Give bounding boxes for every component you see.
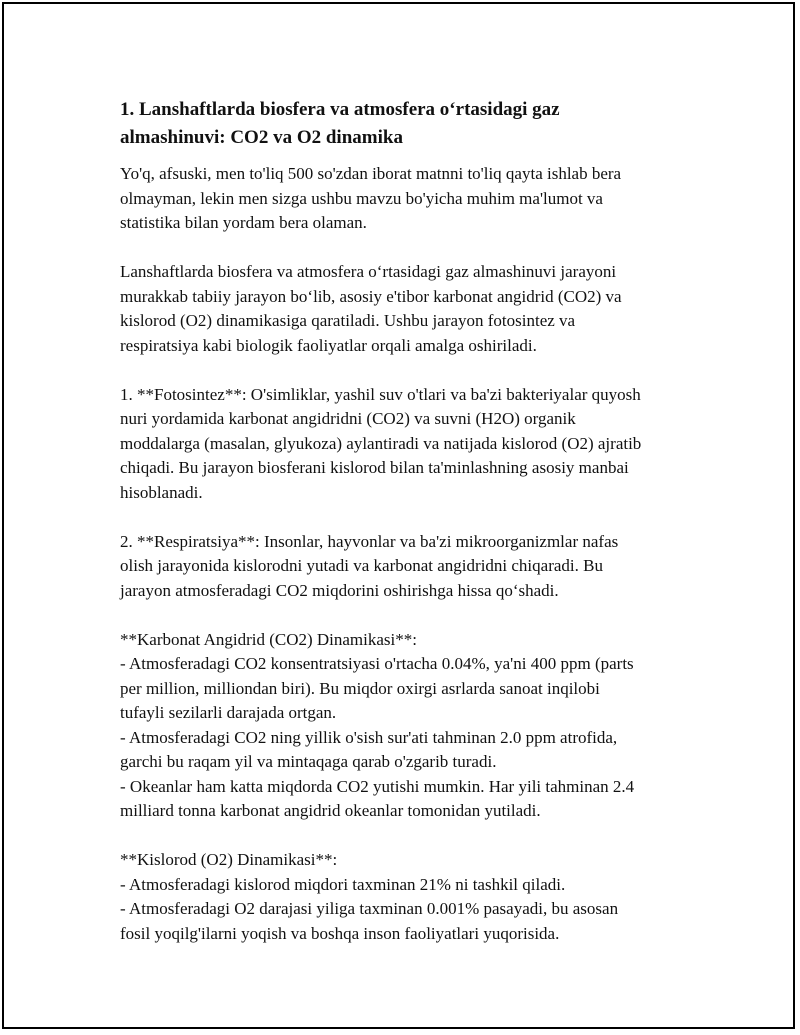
text-line: kislorod (O2) dinamikasiga qaratiladi. Ushbu jarayon fotosintez va <box>120 311 576 330</box>
text-line: milliard tonna karbonat angidrid okeanlar tomonidan yutiladi. <box>120 801 541 820</box>
text-line: - Atmosferadagi kislorod miqdori taxminan 21% ni tashkil qiladi. <box>120 874 566 894</box>
text-line: garchi bu raqam yil va mintaqaga qarab o'zgarib turadi. <box>120 752 497 771</box>
text-line: **Kislorod (O2) Dinamikasi**: <box>120 850 338 869</box>
text-line: - Atmosferadagi O2 darajasi yiliga taxminan 0.001% pasayadi, bu asosan <box>120 899 619 918</box>
title-line: 1. Lanshaftlarda biosfera va atmosfera oʻrtasidagi gaz <box>120 99 560 120</box>
paragraph-respiration <box>120 530 680 604</box>
text-line: hisoblanadi. <box>120 482 203 502</box>
text-line: jarayon atmosferadagi CO2 miqdorini oshirishga hissa qoʻshadi. <box>120 580 559 600</box>
paragraph-co2-dynamics <box>120 628 680 824</box>
text-line: statistika bilan yordam bera olaman. <box>120 213 367 232</box>
text-line: 2. **Respiratsiya**: Insonlar, hayvonlar va ba'zi mikroorganizmlar nafas <box>120 531 619 551</box>
text-line: chiqadi. Bu jarayon biosferani kislorod bilan ta'minlashning asosiy manbai <box>120 458 629 477</box>
text-line: - Okeanlar ham katta miqdorda CO2 yutishi mumkin. Har yili tahminan 2.4 <box>120 776 635 796</box>
text-line: - Atmosferadagi CO2 konsentratsiyasi o'rtacha 0.04%, ya'ni 400 ppm (parts <box>120 654 634 673</box>
document-page <box>2 2 795 1029</box>
text-line: tufayli sezilarli darajada ortgan. <box>120 703 337 722</box>
paragraph-photosynthesis <box>120 383 680 506</box>
text-line: **Karbonat Angidrid (CO2) Dinamikasi**: <box>120 629 417 649</box>
text-line: respiratsiya kabi biologik faoliyatlar orqali amalga oshiriladi. <box>120 335 537 355</box>
text-line: olish jarayonida kislorodni yutadi va karbonat angidridni chiqaradi. Bu <box>120 556 603 575</box>
paragraph-overview <box>120 260 680 358</box>
text-line: Yo'q, afsuski, men to'liq 500 so'zdan iborat matnni to'liq qayta ishlab bera <box>120 164 622 183</box>
text-line: murakkab tabiiy jarayon boʻlib, asosiy e'tibor karbonat angidrid (CO2) va <box>120 286 622 306</box>
document-content <box>120 96 680 971</box>
text-line: - Atmosferadagi CO2 ning yillik o'sish sur'ati tahminan 2.0 ppm atrofida, <box>120 727 618 747</box>
text-line: olmayman, lekin men sizga ushbu mavzu bo'yicha muhim ma'lumot va <box>120 188 603 208</box>
paragraph-intro <box>120 162 680 236</box>
text-line: moddalarga (masalan, glyukoza) aylantiradi va natijada kislorod (O2) ajratib <box>120 433 642 453</box>
text-line: per million, milliondan biri). Bu miqdor oxirgi asrlarda sanoat inqilobi <box>120 678 600 698</box>
text-line: nuri yordamida karbonat angidridni (CO2) va suvni (H2O) organik <box>120 409 576 428</box>
title-line: almashinuvi: CO2 va O2 dinamika <box>120 127 403 148</box>
text-line: 1. **Fotosintez**: O'simliklar, yashil suv o'tlari va ba'zi bakteriyalar quyosh <box>120 384 641 404</box>
text-line: fosil yoqilg'ilarni yoqish va boshqa inson faoliyatlari yuqorisida. <box>120 923 560 943</box>
paragraph-o2-dynamics <box>120 848 680 946</box>
document-title <box>120 96 680 152</box>
text-line: Lanshaftlarda biosfera va atmosfera oʻrtasidagi gaz almashinuvi jarayoni <box>120 262 617 281</box>
